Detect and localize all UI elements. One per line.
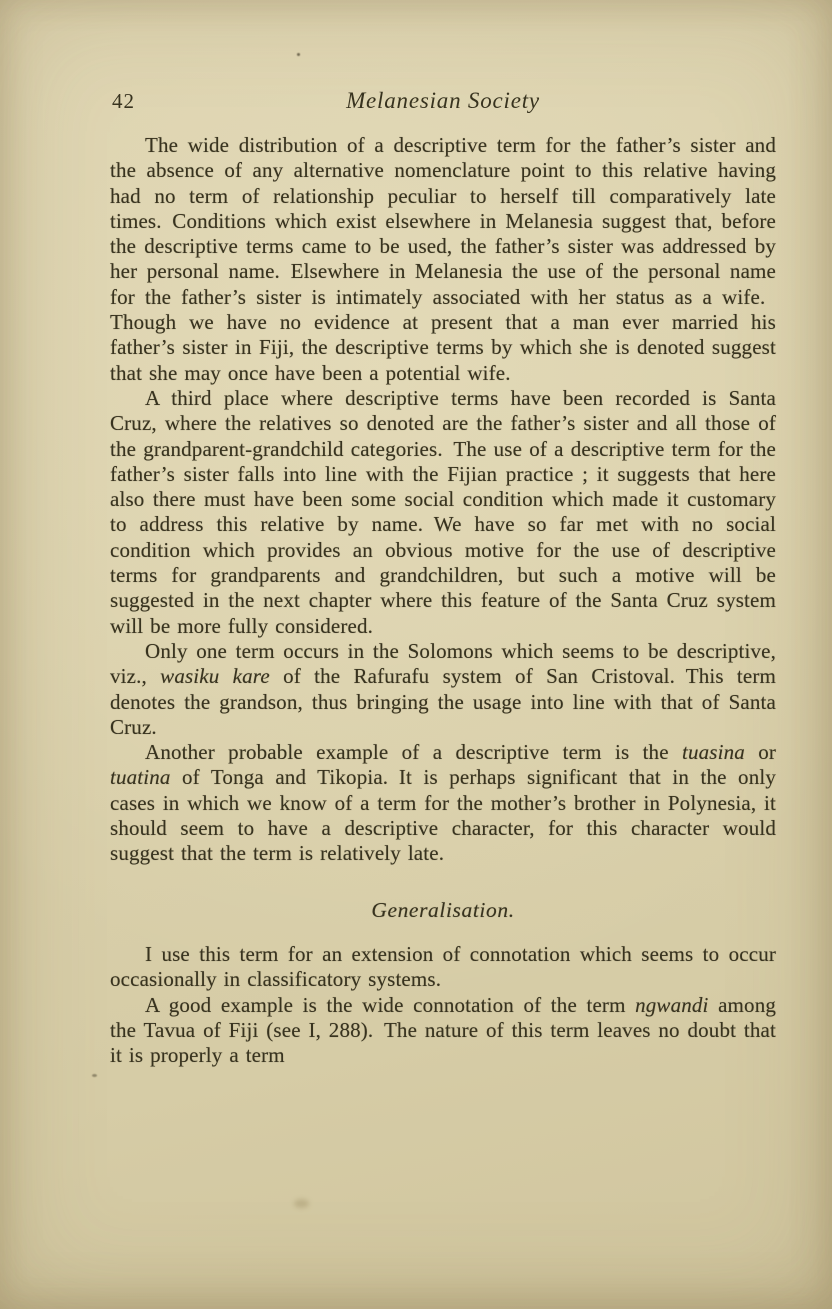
italic-term: wasiku kare: [160, 664, 270, 689]
scan-speck: [92, 1074, 97, 1077]
page-number: 42: [112, 89, 135, 113]
paragraph: [110, 386, 776, 639]
text-run: of Tonga and Tikopia. It is perhaps significant that in the only cases in which we know of a term for the mother’s brother in Polynesia, it should seem to have a descriptive character, for this character would suggest that the term is relatively late.: [110, 765, 776, 866]
italic-term: tuatina: [110, 765, 171, 790]
scan-speck: [294, 1199, 309, 1208]
text-run: The wide distribution of a descriptive term for the father’s sister and the absence of any alternative nomenclature point to this relative having had no term of relationship peculiar to herself till comparatively late times. Conditions which exist elsewhere in Melanesia suggest that, before the descriptive terms came to be used, the father’s sister was addressed by her personal name. Elsewhere in Melanesia the use of the personal name for the father’s sister is intimately associated with her status as a wife. Though we have no evidence at present that a man ever married his father’s sister in Fiji, the descriptive terms by which she is denoted suggest that she may once have been a potential wife.: [110, 133, 776, 385]
text-column: [110, 88, 776, 1068]
page-header: [110, 88, 776, 117]
italic-term: ngwandi: [635, 992, 709, 1017]
text-run: A good example is the wide connotation of the term: [145, 992, 636, 1017]
text-run: among the Tavua of Fiji (see I, 288). The nature of this term leaves no doubt that it is properly a term: [110, 992, 776, 1068]
running-title: Melanesian Society: [346, 88, 540, 113]
text-run: Another probable example of a descriptive term is the: [145, 740, 682, 765]
paragraph: [110, 740, 776, 866]
text-run: Only one term occurs in the Solomons which seems to be descriptive, viz.,: [110, 638, 776, 689]
italic-term: tuasina: [681, 740, 745, 765]
text-run: or: [744, 740, 776, 765]
paragraph: [110, 133, 776, 386]
text-run: of the Rafurafu system of San Cristoval. This term denotes the grandson, thus bringing the usage into line with that of Santa Cruz.: [110, 664, 776, 739]
paragraph: [110, 993, 776, 1069]
text-block: [110, 133, 776, 1068]
text-run: I use this term for an extension of connotation which seems to occur occasionally in classificatory systems.: [110, 941, 776, 992]
paragraph: [110, 942, 776, 993]
italic-term: Generalisation.: [371, 897, 515, 922]
text-run: A third place where descriptive terms have been recorded is Santa Cruz, where the relatives so denoted are the father’s sister and all those of the grandparent-grandchild categories. The use of a descriptive term for the father’s sister falls into line with the Fijian practice ; it suggests that here also there must have been some social condition which made it customary to address this relative by name. We have so far met with no social condition which provides an obvious motive for the use of descriptive terms for grandparents and grandchildren, but such a motive will be suggested in the next chapter where this feature of the Santa Cruz system will be more fully considered.: [110, 385, 776, 638]
scan-speck: [297, 53, 300, 56]
section-heading: [110, 898, 776, 923]
paragraph: [110, 639, 776, 740]
